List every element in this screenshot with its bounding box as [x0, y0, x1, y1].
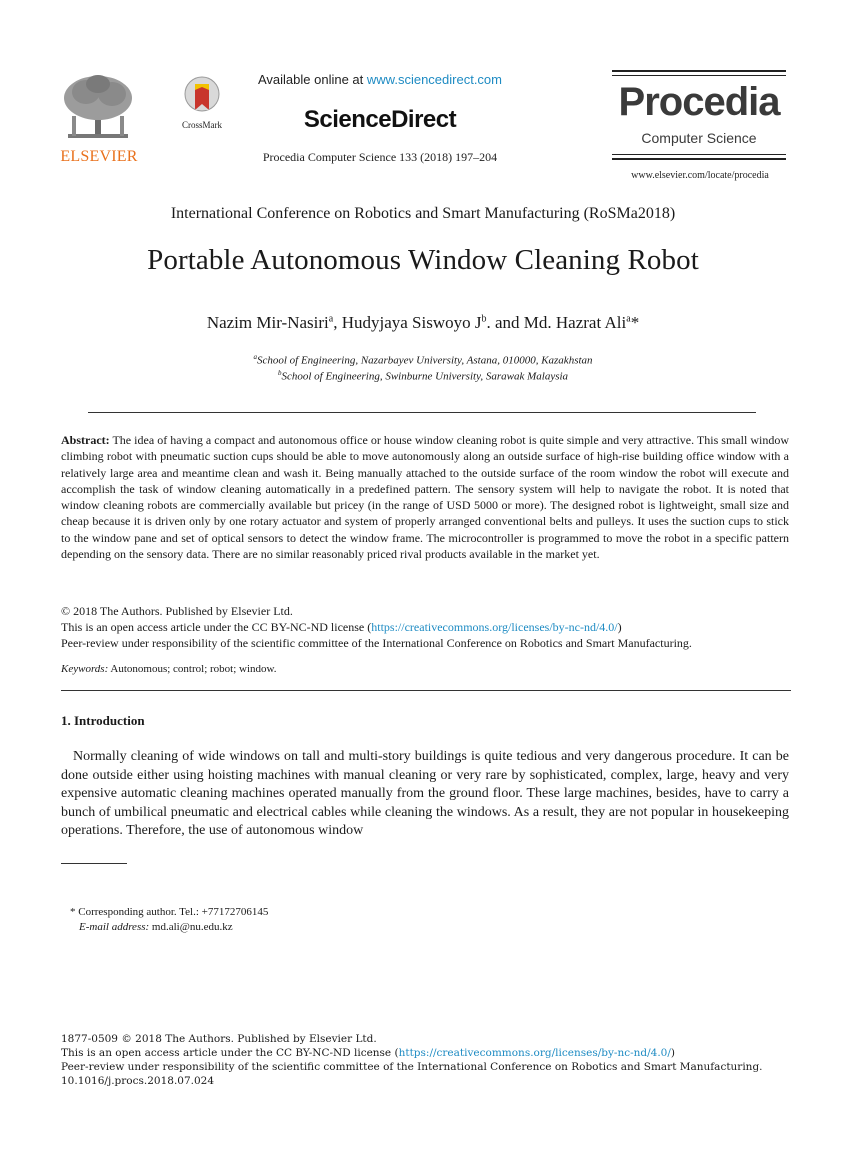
- author-affil-mark: b: [481, 313, 487, 325]
- procedia-subtitle: Computer Science: [641, 130, 757, 146]
- license-prefix: This is an open access article under the CC BY-NC-ND license (: [61, 620, 372, 634]
- bottom-license: [61, 1047, 821, 1061]
- email-label: E-mail address:: [79, 921, 150, 933]
- divider: [61, 690, 791, 691]
- procedia-rule-top: [612, 70, 786, 72]
- bottom-license-suffix: ): [670, 1047, 676, 1059]
- affil-text: School of Engineering, Nazarbayev University, Astana, 010000, Kazakhstan: [256, 354, 593, 367]
- license-copyright: © 2018 The Authors. Published by Elsevier Ltd.: [61, 604, 293, 618]
- procedia-title: Procedia: [618, 80, 780, 124]
- author-name: Nazim Mir-Nasiri: [206, 313, 329, 332]
- procedia-url[interactable]: www.elsevier.com/locate/procedia: [631, 170, 769, 181]
- affiliation: [0, 353, 846, 367]
- doi[interactable]: 10.1016/j.procs.2018.07.024: [61, 1075, 215, 1087]
- author-list: [0, 313, 846, 333]
- procedia-rule-bottom-thin: [612, 154, 786, 155]
- procedia-rule-top-thin: [612, 75, 786, 76]
- footnote-rule: [61, 863, 127, 864]
- affil-mark: a: [253, 353, 257, 361]
- license-link[interactable]: https://creativecommons.org/licenses/by-nc-nd/4.0/: [371, 620, 618, 634]
- keywords-label: Keywords:: [61, 663, 109, 675]
- author-affil-mark: a: [626, 313, 631, 325]
- intro-paragraph: Normally cleaning of wide windows on tall and multi-story buildings is quite tedious and very dangerous procedure. It can be done outside either using hoisting machines with manual cleaning or very rare by sophisticated, complex, large, heavy and very expensive automatic cleaning machines operated manually from the ground floor. These large machines, besides, have to carry a bunch of umbilical pneumatic and electrical cables while cleaning the windows. As a result, they are not popular in housekeeping operations. Therefore, the use of autonomous window: [61, 749, 789, 838]
- author-separator: . and: [486, 313, 524, 332]
- conference-name: International Conference on Robotics and Smart Manufacturing (RoSMa2018): [170, 205, 676, 222]
- crossmark-badge[interactable]: [172, 76, 232, 136]
- bottom-license-prefix: This is an open access article under the CC BY-NC-ND license (: [61, 1047, 399, 1059]
- affil-mark: b: [277, 369, 282, 377]
- abstract-label: Abstract:: [61, 433, 110, 447]
- bottom-license-link[interactable]: https://creativecommons.org/licenses/by-nc-nd/4.0/: [398, 1047, 671, 1059]
- keywords: [61, 663, 789, 675]
- email-address[interactable]: md.ali@nu.edu.kz: [149, 921, 233, 933]
- crossmark-label: CrossMark: [182, 120, 222, 130]
- author-separator: ,: [333, 313, 342, 332]
- paper-title: Portable Autonomous Window Cleaning Robot: [147, 244, 699, 276]
- procedia-rule-bottom: [612, 158, 786, 160]
- license-open-access: [61, 619, 789, 635]
- elsevier-tree-icon: [58, 72, 138, 142]
- sciencedirect-logo: ScienceDirect: [303, 106, 457, 133]
- sciencedirect-link[interactable]: www.sciencedirect.com: [366, 72, 502, 87]
- crossmark-icon: [184, 76, 220, 118]
- author-affil-mark: a: [328, 313, 334, 325]
- author-name: Hudyjaya Siswoyo J: [341, 313, 482, 332]
- license-suffix: ): [617, 620, 622, 634]
- author-name: Md. Hazrat Ali: [523, 313, 627, 332]
- keywords-text: Autonomous; control; robot; window.: [108, 663, 277, 675]
- elsevier-logo: [58, 72, 140, 164]
- abstract: [61, 432, 789, 562]
- license-peer-review: Peer-review under responsibility of the scientific committee of the International Conference on Robotics and Smart Manufacturing.: [61, 636, 692, 650]
- available-online-line: [245, 72, 515, 87]
- available-prefix: Available online at: [257, 72, 367, 87]
- divider: [88, 412, 756, 413]
- abstract-text: The idea of having a compact and autonomous office or house window cleaning robot is quite simple and very attractive. This small window climbing robot with pneumatic suction cups should be able to move autonomously along an outside surface of high-rise building office window with a relatively large area and meantime clean and wash it. Being manually attached to the outside surface of the room window the robot will execute and accomplish the task of window cleaning automatically in a predefined pattern. The sensory system will help to navigate the robot. It is noted that window cleaning robots are commercially available but pricey (in the range of USD 5000 or more). The designed robot is lightweight, small size and cheap because it is driven only by one rotary actuator and system of properly arranged conventional belts and pulleys. It uses the suction cups to stick to the window pane and set of optical sensors to detect the window frame. The microcontroller is programmed to move the robot in a specific pattern depending on the sensory data. There are no similar reasonably priced rival products available in the market yet.: [61, 433, 789, 562]
- journal-citation: Procedia Computer Science 133 (2018) 197–204: [262, 150, 498, 164]
- email-line: [79, 921, 233, 933]
- affil-text: School of Engineering, Swinburne University, Sarawak Malaysia: [281, 370, 569, 383]
- procedia-logo: [612, 70, 786, 165]
- author-separator: *: [630, 313, 640, 332]
- corresponding-author: * Corresponding author. Tel.: +77172706145: [70, 906, 269, 918]
- elsevier-wordmark: ELSEVIER: [60, 148, 138, 165]
- bottom-peer-review: Peer-review under responsibility of the scientific committee of the International Conference on Robotics and Smart Manufacturing.: [61, 1061, 763, 1073]
- issn-line: 1877-0509 © 2018 The Authors. Published by Elsevier Ltd.: [61, 1033, 377, 1045]
- affiliation: [0, 369, 846, 383]
- section-heading: 1. Introduction: [61, 713, 145, 728]
